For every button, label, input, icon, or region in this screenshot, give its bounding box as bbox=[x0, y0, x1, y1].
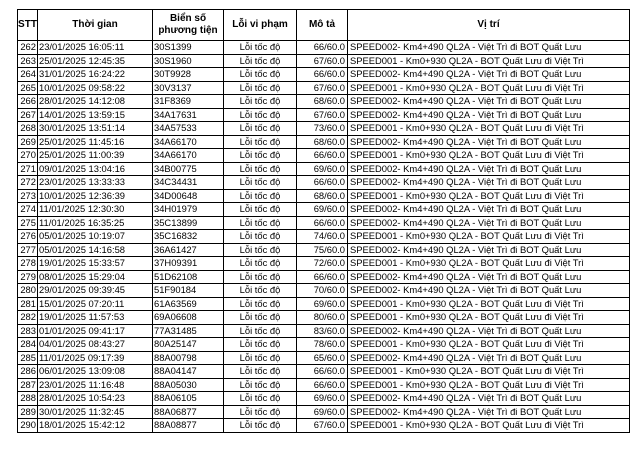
cell-plate: 51D62108 bbox=[153, 270, 224, 284]
cell-stt: 277 bbox=[18, 243, 38, 257]
cell-location: SPEED001 - Km0+930 QL2A - BOT Quất Lưu đi Việt Trì bbox=[348, 122, 630, 136]
cell-violation: Lỗi tốc độ bbox=[224, 351, 297, 365]
cell-plate: 30V3137 bbox=[153, 81, 224, 95]
violation-table bbox=[17, 9, 630, 433]
cell-time: 11/01/2025 16:35:25 bbox=[38, 216, 153, 230]
cell-violation: Lỗi tốc độ bbox=[224, 216, 297, 230]
cell-description: 67/60.0 bbox=[297, 54, 348, 68]
cell-stt: 283 bbox=[18, 324, 38, 338]
cell-plate: 88A08877 bbox=[153, 419, 224, 433]
cell-time: 06/01/2025 13:09:08 bbox=[38, 365, 153, 379]
cell-description: 66/60.0 bbox=[297, 149, 348, 163]
cell-time: 11/01/2025 12:30:30 bbox=[38, 203, 153, 217]
cell-location: SPEED001 - Km0+930 QL2A - BOT Quất Lưu đi Việt Trì bbox=[348, 297, 630, 311]
cell-violation: Lỗi tốc độ bbox=[224, 122, 297, 136]
cell-plate: 61A63569 bbox=[153, 297, 224, 311]
cell-location: SPEED001 - Km0+930 QL2A - BOT Quất Lưu đi Việt Trì bbox=[348, 81, 630, 95]
cell-location: SPEED002- Km4+490 QL2A - Việt Trì đi BOT Quất Lưu bbox=[348, 203, 630, 217]
cell-time: 25/01/2025 11:45:16 bbox=[38, 135, 153, 149]
header-plate-line1: Biển số bbox=[169, 13, 207, 24]
cell-violation: Lỗi tốc độ bbox=[224, 324, 297, 338]
cell-location: SPEED002- Km4+490 QL2A - Việt Trì đi BOT Quất Lưu bbox=[348, 324, 630, 338]
cell-location: SPEED002- Km4+490 QL2A - Việt Trì đi BOT Quất Lưu bbox=[348, 243, 630, 257]
cell-plate: 34A66170 bbox=[153, 135, 224, 149]
cell-violation: Lỗi tốc độ bbox=[224, 284, 297, 298]
header-plate-line2: phương tiện bbox=[158, 25, 218, 36]
table-row bbox=[18, 41, 630, 55]
header-time: Thời gian bbox=[38, 10, 153, 41]
cell-stt: 279 bbox=[18, 270, 38, 284]
cell-plate: 34B00775 bbox=[153, 162, 224, 176]
cell-stt: 273 bbox=[18, 189, 38, 203]
cell-time: 11/01/2025 09:17:39 bbox=[38, 351, 153, 365]
cell-time: 05/01/2025 10:19:07 bbox=[38, 230, 153, 244]
cell-violation: Lỗi tốc độ bbox=[224, 54, 297, 68]
cell-stt: 288 bbox=[18, 392, 38, 406]
cell-stt: 286 bbox=[18, 365, 38, 379]
cell-violation: Lỗi tốc độ bbox=[224, 311, 297, 325]
table-row bbox=[18, 351, 630, 365]
table-row bbox=[18, 54, 630, 68]
cell-description: 72/60.0 bbox=[297, 257, 348, 271]
cell-plate: 34H01979 bbox=[153, 203, 224, 217]
cell-plate: 88A05030 bbox=[153, 378, 224, 392]
cell-location: SPEED001 - Km0+930 QL2A - BOT Quất Lưu đi Việt Trì bbox=[348, 257, 630, 271]
cell-time: 10/01/2025 12:36:39 bbox=[38, 189, 153, 203]
cell-description: 70/60.0 bbox=[297, 284, 348, 298]
cell-violation: Lỗi tốc độ bbox=[224, 68, 297, 82]
cell-plate: 34D00648 bbox=[153, 189, 224, 203]
cell-time: 31/01/2025 16:24:22 bbox=[38, 68, 153, 82]
table-row bbox=[18, 365, 630, 379]
cell-violation: Lỗi tốc độ bbox=[224, 203, 297, 217]
cell-description: 69/60.0 bbox=[297, 203, 348, 217]
cell-location: SPEED002- Km4+490 QL2A - Việt Trì đi BOT Quất Lưu bbox=[348, 351, 630, 365]
table-row bbox=[18, 243, 630, 257]
cell-violation: Lỗi tốc độ bbox=[224, 149, 297, 163]
cell-time: 18/01/2025 15:42:12 bbox=[38, 419, 153, 433]
cell-time: 30/01/2025 13:51:14 bbox=[38, 122, 153, 136]
cell-location: SPEED002- Km4+490 QL2A - Việt Trì đi BOT Quất Lưu bbox=[348, 176, 630, 190]
cell-violation: Lỗi tốc độ bbox=[224, 365, 297, 379]
cell-plate: 80A25147 bbox=[153, 338, 224, 352]
cell-description: 68/60.0 bbox=[297, 189, 348, 203]
cell-violation: Lỗi tốc độ bbox=[224, 95, 297, 109]
table-row bbox=[18, 378, 630, 392]
cell-description: 73/60.0 bbox=[297, 122, 348, 136]
cell-plate: 30T9928 bbox=[153, 68, 224, 82]
cell-violation: Lỗi tốc độ bbox=[224, 176, 297, 190]
header-row bbox=[18, 10, 630, 41]
cell-plate: 77A31485 bbox=[153, 324, 224, 338]
cell-location: SPEED001 - Km0+930 QL2A - BOT Quất Lưu đi Việt Trì bbox=[348, 378, 630, 392]
cell-time: 28/01/2025 10:54:23 bbox=[38, 392, 153, 406]
table-row bbox=[18, 270, 630, 284]
cell-violation: Lỗi tốc độ bbox=[224, 162, 297, 176]
cell-time: 09/01/2025 13:04:16 bbox=[38, 162, 153, 176]
cell-description: 68/60.0 bbox=[297, 135, 348, 149]
cell-time: 19/01/2025 15:33:57 bbox=[38, 257, 153, 271]
cell-location: SPEED002- Km4+490 QL2A - Việt Trì đi BOT Quất Lưu bbox=[348, 162, 630, 176]
table-row bbox=[18, 419, 630, 433]
cell-time: 05/01/2025 14:16:58 bbox=[38, 243, 153, 257]
table-row bbox=[18, 162, 630, 176]
table-row bbox=[18, 324, 630, 338]
cell-plate: 88A06877 bbox=[153, 405, 224, 419]
table-row bbox=[18, 189, 630, 203]
cell-violation: Lỗi tốc độ bbox=[224, 419, 297, 433]
cell-description: 66/60.0 bbox=[297, 216, 348, 230]
header-stt: STT bbox=[18, 10, 38, 41]
cell-description: 66/60.0 bbox=[297, 176, 348, 190]
cell-description: 67/60.0 bbox=[297, 81, 348, 95]
cell-plate: 35C13899 bbox=[153, 216, 224, 230]
cell-stt: 269 bbox=[18, 135, 38, 149]
cell-description: 75/60.0 bbox=[297, 243, 348, 257]
table-row bbox=[18, 68, 630, 82]
header-location: Vị trí bbox=[348, 10, 630, 41]
cell-location: SPEED002- Km4+490 QL2A - Việt Trì đi BOT Quất Lưu bbox=[348, 216, 630, 230]
table-row bbox=[18, 95, 630, 109]
cell-stt: 267 bbox=[18, 108, 38, 122]
cell-stt: 265 bbox=[18, 81, 38, 95]
cell-location: SPEED001 - Km0+930 QL2A - BOT Quất Lưu đi Việt Trì bbox=[348, 230, 630, 244]
cell-violation: Lỗi tốc độ bbox=[224, 297, 297, 311]
table-row bbox=[18, 284, 630, 298]
cell-plate: 88A00798 bbox=[153, 351, 224, 365]
cell-location: SPEED002- Km4+490 QL2A - Việt Trì đi BOT Quất Lưu bbox=[348, 405, 630, 419]
cell-description: 69/60.0 bbox=[297, 297, 348, 311]
cell-stt: 270 bbox=[18, 149, 38, 163]
cell-location: SPEED002- Km4+490 QL2A - Việt Trì đi BOT Quất Lưu bbox=[348, 41, 630, 55]
cell-stt: 281 bbox=[18, 297, 38, 311]
cell-location: SPEED001 - Km0+930 QL2A - BOT Quất Lưu đi Việt Trì bbox=[348, 311, 630, 325]
cell-time: 25/01/2025 11:00:39 bbox=[38, 149, 153, 163]
cell-stt: 268 bbox=[18, 122, 38, 136]
cell-location: SPEED002- Km4+490 QL2A - Việt Trì đi BOT Quất Lưu bbox=[348, 108, 630, 122]
cell-time: 04/01/2025 08:43:27 bbox=[38, 338, 153, 352]
cell-description: 66/60.0 bbox=[297, 68, 348, 82]
cell-violation: Lỗi tốc độ bbox=[224, 270, 297, 284]
cell-plate: 37H09391 bbox=[153, 257, 224, 271]
cell-description: 69/60.0 bbox=[297, 392, 348, 406]
cell-violation: Lỗi tốc độ bbox=[224, 392, 297, 406]
cell-violation: Lỗi tốc độ bbox=[224, 378, 297, 392]
cell-violation: Lỗi tốc độ bbox=[224, 230, 297, 244]
cell-stt: 284 bbox=[18, 338, 38, 352]
cell-time: 25/01/2025 12:45:35 bbox=[38, 54, 153, 68]
cell-stt: 280 bbox=[18, 284, 38, 298]
cell-time: 23/01/2025 11:16:48 bbox=[38, 378, 153, 392]
cell-location: SPEED002- Km4+490 QL2A - Việt Trì đi BOT Quất Lưu bbox=[348, 95, 630, 109]
cell-time: 14/01/2025 13:59:15 bbox=[38, 108, 153, 122]
cell-description: 65/60.0 bbox=[297, 351, 348, 365]
cell-description: 67/60.0 bbox=[297, 108, 348, 122]
cell-plate: 69A06608 bbox=[153, 311, 224, 325]
cell-time: 29/01/2025 09:39:45 bbox=[38, 284, 153, 298]
cell-stt: 289 bbox=[18, 405, 38, 419]
cell-violation: Lỗi tốc độ bbox=[224, 243, 297, 257]
cell-time: 28/01/2025 14:12:08 bbox=[38, 95, 153, 109]
table-body bbox=[18, 41, 630, 433]
table-row bbox=[18, 311, 630, 325]
cell-stt: 263 bbox=[18, 54, 38, 68]
cell-time: 23/01/2025 13:33:33 bbox=[38, 176, 153, 190]
cell-plate: 34A66170 bbox=[153, 149, 224, 163]
cell-location: SPEED001 - Km0+930 QL2A - BOT Quất Lưu đi Việt Trì bbox=[348, 149, 630, 163]
cell-location: SPEED001 - Km0+930 QL2A - BOT Quất Lưu đi Việt Trì bbox=[348, 338, 630, 352]
table-row bbox=[18, 405, 630, 419]
cell-location: SPEED002- Km4+490 QL2A - Việt Trì đi BOT Quất Lưu bbox=[348, 392, 630, 406]
cell-stt: 262 bbox=[18, 41, 38, 55]
cell-plate: 31F8369 bbox=[153, 95, 224, 109]
cell-violation: Lỗi tốc độ bbox=[224, 405, 297, 419]
cell-time: 08/01/2025 15:29:04 bbox=[38, 270, 153, 284]
header-violation: Lỗi vi phạm bbox=[224, 10, 297, 41]
cell-time: 15/01/2025 07:20:11 bbox=[38, 297, 153, 311]
header-description: Mô tả bbox=[297, 10, 348, 41]
cell-description: 68/60.0 bbox=[297, 95, 348, 109]
cell-stt: 275 bbox=[18, 216, 38, 230]
cell-time: 19/01/2025 11:57:53 bbox=[38, 311, 153, 325]
cell-violation: Lỗi tốc độ bbox=[224, 81, 297, 95]
table-row bbox=[18, 216, 630, 230]
cell-location: SPEED002- Km4+490 QL2A - Việt Trì đi BOT Quất Lưu bbox=[348, 270, 630, 284]
cell-description: 67/60.0 bbox=[297, 419, 348, 433]
cell-stt: 266 bbox=[18, 95, 38, 109]
cell-plate: 34C34431 bbox=[153, 176, 224, 190]
cell-description: 74/60.0 bbox=[297, 230, 348, 244]
cell-violation: Lỗi tốc độ bbox=[224, 41, 297, 55]
cell-violation: Lỗi tốc độ bbox=[224, 257, 297, 271]
cell-plate: 30S1960 bbox=[153, 54, 224, 68]
cell-description: 66/60.0 bbox=[297, 270, 348, 284]
table-row bbox=[18, 257, 630, 271]
cell-plate: 35C16832 bbox=[153, 230, 224, 244]
cell-plate: 88A06105 bbox=[153, 392, 224, 406]
cell-stt: 274 bbox=[18, 203, 38, 217]
table-row bbox=[18, 122, 630, 136]
cell-stt: 276 bbox=[18, 230, 38, 244]
cell-time: 01/01/2025 09:41:17 bbox=[38, 324, 153, 338]
table-row bbox=[18, 338, 630, 352]
table-header bbox=[18, 10, 630, 41]
cell-stt: 278 bbox=[18, 257, 38, 271]
table-row bbox=[18, 297, 630, 311]
cell-time: 10/01/2025 09:58:22 bbox=[38, 81, 153, 95]
cell-description: 66/60.0 bbox=[297, 378, 348, 392]
cell-plate: 51F90184 bbox=[153, 284, 224, 298]
cell-plate: 30S1399 bbox=[153, 41, 224, 55]
table-row bbox=[18, 149, 630, 163]
cell-stt: 290 bbox=[18, 419, 38, 433]
cell-stt: 282 bbox=[18, 311, 38, 325]
cell-stt: 272 bbox=[18, 176, 38, 190]
cell-time: 30/01/2025 11:32:45 bbox=[38, 405, 153, 419]
cell-description: 80/60.0 bbox=[297, 311, 348, 325]
cell-violation: Lỗi tốc độ bbox=[224, 189, 297, 203]
table-row bbox=[18, 392, 630, 406]
cell-description: 66/60.0 bbox=[297, 365, 348, 379]
header-plate bbox=[153, 10, 224, 41]
cell-location: SPEED002- Km4+490 QL2A - Việt Trì đi BOT Quất Lưu bbox=[348, 135, 630, 149]
cell-violation: Lỗi tốc độ bbox=[224, 135, 297, 149]
cell-location: SPEED001 - Km0+930 QL2A - BOT Quất Lưu đi Việt Trì bbox=[348, 419, 630, 433]
cell-plate: 88A04147 bbox=[153, 365, 224, 379]
cell-description: 66/60.0 bbox=[297, 41, 348, 55]
table-row bbox=[18, 135, 630, 149]
violation-table-sheet bbox=[17, 9, 630, 433]
cell-location: SPEED001 - Km0+930 QL2A - BOT Quất Lưu đi Việt Trì bbox=[348, 189, 630, 203]
table-row bbox=[18, 81, 630, 95]
cell-description: 69/60.0 bbox=[297, 405, 348, 419]
cell-description: 69/60.0 bbox=[297, 162, 348, 176]
table-row bbox=[18, 176, 630, 190]
cell-stt: 285 bbox=[18, 351, 38, 365]
cell-time: 23/01/2025 16:05:11 bbox=[38, 41, 153, 55]
cell-location: SPEED002- Km4+490 QL2A - Việt Trì đi BOT Quất Lưu bbox=[348, 68, 630, 82]
table-row bbox=[18, 230, 630, 244]
cell-description: 78/60.0 bbox=[297, 338, 348, 352]
cell-violation: Lỗi tốc độ bbox=[224, 338, 297, 352]
cell-stt: 264 bbox=[18, 68, 38, 82]
cell-stt: 271 bbox=[18, 162, 38, 176]
cell-plate: 34A57533 bbox=[153, 122, 224, 136]
cell-location: SPEED001 - Km0+930 QL2A - BOT Quất Lưu đi Việt Trì bbox=[348, 54, 630, 68]
cell-location: SPEED001 - Km0+930 QL2A - BOT Quất Lưu đi Việt Trì bbox=[348, 365, 630, 379]
cell-plate: 34A17631 bbox=[153, 108, 224, 122]
table-row bbox=[18, 203, 630, 217]
cell-location: SPEED002- Km4+490 QL2A - Việt Trì đi BOT Quất Lưu bbox=[348, 284, 630, 298]
cell-violation: Lỗi tốc độ bbox=[224, 108, 297, 122]
cell-description: 83/60.0 bbox=[297, 324, 348, 338]
cell-plate: 36A61427 bbox=[153, 243, 224, 257]
cell-stt: 287 bbox=[18, 378, 38, 392]
table-row bbox=[18, 108, 630, 122]
